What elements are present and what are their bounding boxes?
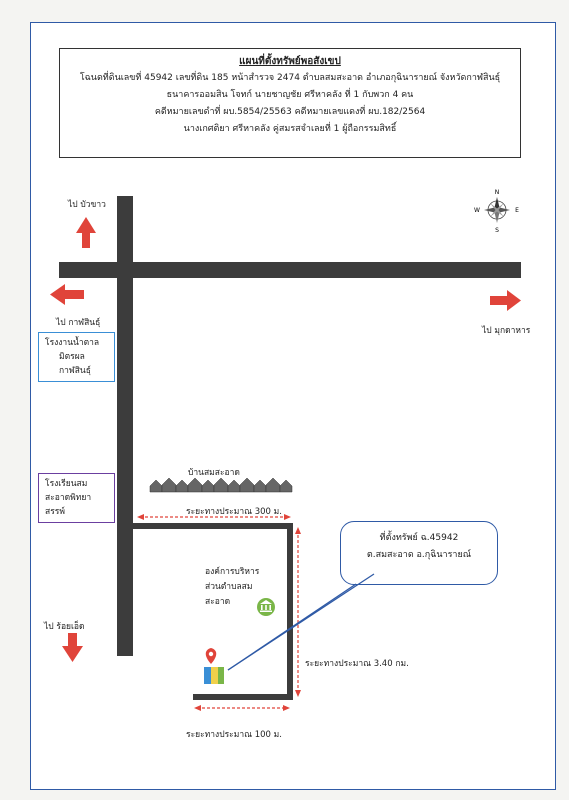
direction-north-label: ไป บัวขาว xyxy=(68,200,106,210)
sao-line-1: องค์การบริหาร xyxy=(205,567,260,577)
north-arrow-icon xyxy=(76,217,96,248)
dimension-top-right-head xyxy=(284,514,291,520)
dimension-bottom-left-head xyxy=(194,705,201,711)
callout-location: ต.สมสะอาด อ.กุฉินารายณ์ xyxy=(366,550,472,560)
village-label: บ้านสมสะอาด xyxy=(188,468,240,478)
direction-east-label: ไป มุกดาหาร xyxy=(482,326,531,336)
sugar-factory-line-1: โรงงานน้ำตาล xyxy=(45,338,100,348)
direction-south-label: ไป ร้อยเอ็ด xyxy=(44,622,85,632)
sao-building-icon xyxy=(257,598,275,616)
village-houses-icon xyxy=(150,478,292,492)
compass-rose-icon xyxy=(474,189,519,234)
direction-west-label: ไป กาฬสินธุ์ xyxy=(56,318,101,328)
compass-e: E xyxy=(515,207,519,214)
case-number-line: คดีหมายเลขดำที่ ผบ.5854/25563 คดีหมายเลขแดงที่ ผบ.182/2564 xyxy=(154,107,426,117)
compass-w: W xyxy=(474,207,480,214)
property-map-pin-icon xyxy=(204,648,224,684)
dimension-bottom-right-head xyxy=(283,705,290,711)
distance-right-label: ระยะทางประมาณ 3.40 กม. xyxy=(305,659,409,669)
dimension-right-top-head xyxy=(295,527,301,534)
case-parties-line: ธนาคารออมสิน โจทก์ นายชาญชัย ศรีหาคลัง ที่ 1 กับพวก 4 คน xyxy=(166,90,414,100)
school-line-3: สรรพ์ xyxy=(45,507,65,517)
sao-line-3: สะอาด xyxy=(205,597,231,607)
callout-deed-number: ที่ตั้งทรัพย์ ฉ.45942 xyxy=(379,533,459,543)
compass-s: S xyxy=(495,227,499,234)
south-arrow-icon xyxy=(62,633,83,662)
sao-line-2: ส่วนตำบลสม xyxy=(205,582,253,592)
sugar-factory-line-3: กาฬสินธุ์ xyxy=(59,366,91,376)
sugar-factory-line-2: มิตรผล xyxy=(59,352,85,362)
distance-bottom-label: ระยะทางประมาณ 100 ม. xyxy=(186,730,282,740)
dimension-right-bottom-head xyxy=(295,690,301,697)
school-line-1: โรงเรียนสม xyxy=(45,479,88,489)
east-arrow-icon xyxy=(490,290,521,311)
deed-line: โฉนดที่ดินเลขที่ 45942 เลขที่ดิน 185 หน้าสำรวจ 2474 ตำบลสมสะอาด อำเภอกุฉินารายณ์ จังหวัดกาฬสินธุ์ xyxy=(79,73,501,83)
compass-n: N xyxy=(494,189,500,196)
callout-pointer-line-2 xyxy=(228,584,356,670)
school-line-2: สะอาดพิทยา xyxy=(45,493,92,503)
owner-line: นางเกศติยา ศรีหาคลัง คู่สมรสจำเลยที่ 1 ผู้ถือกรรมสิทธิ์ xyxy=(183,124,397,134)
distance-top-label: ระยะทางประมาณ 300 ม. xyxy=(186,507,282,517)
west-arrow-icon xyxy=(50,284,84,305)
map-title: แผนที่ตั้งทรัพย์พอสังเขป xyxy=(239,56,341,67)
dimension-top-left-head xyxy=(137,514,144,520)
